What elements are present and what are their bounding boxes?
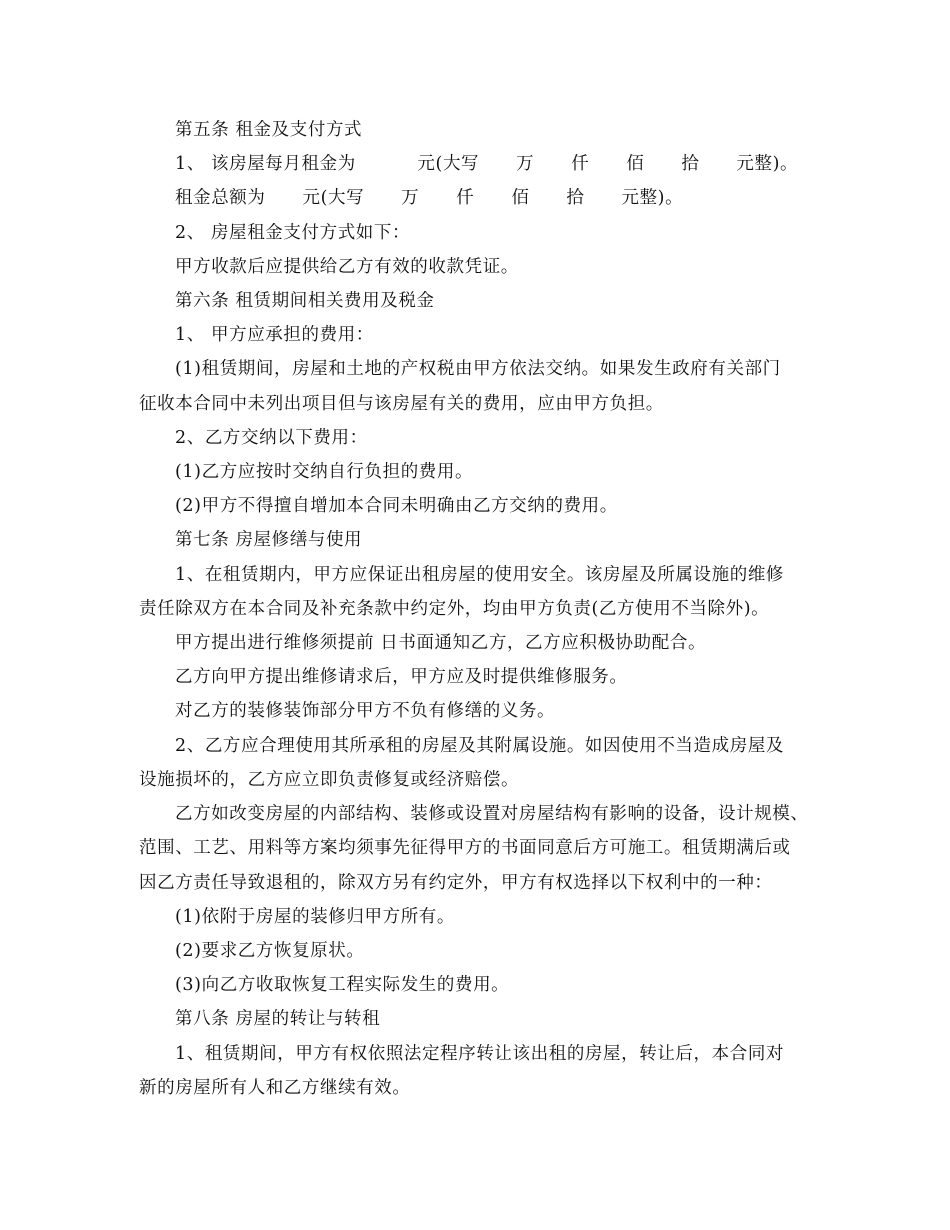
article-6-heading: 第六条 租赁期间相关费用及税金 (175, 291, 435, 311)
paragraph-line: (2)要求乙方恢复原状。 (175, 941, 365, 961)
paragraph-line: 甲方提出进行维修须提前 日书面通知乙方，乙方应积极协助配合。 (175, 633, 707, 653)
paragraph-line: 2、乙方交纳以下费用： (175, 428, 368, 448)
paragraph-line: 1、在租赁期内，甲方应保证出租房屋的使用安全。该房屋及所属设施的维修 (175, 565, 785, 585)
paragraph-line: 1、租赁期间，甲方有权依照法定程序转让该出租的房屋，转让后，本合同对 (175, 1044, 785, 1064)
paragraph-line: 2、 房屋租金支付方式如下： (175, 223, 411, 243)
article-5-heading: 第五条 租金及支付方式 (175, 120, 363, 140)
paragraph-line: 乙方如改变房屋的内部结构、装修或设置对房屋结构有影响的设备，设计规模、 (175, 804, 809, 824)
paragraph-line: 1、 甲方应承担的费用： (175, 325, 374, 345)
paragraph-line: 租金总额为 元(大写 万 仟 佰 拾 元整)。 (175, 188, 684, 208)
paragraph-line: (1)乙方应按时交纳自行负担的费用。 (175, 462, 474, 482)
paragraph-line: 征收本合同中未列出项目但与该房屋有关的费用，应由甲方负担。 (139, 394, 664, 414)
paragraph-line: 因乙方责任导致退租的，除双方另有约定外，甲方有权选择以下权利中的一种： (139, 873, 773, 893)
paragraph-line: 1、 该房屋每月租金为 元(大写 万 仟 佰 拾 元整)。 (175, 154, 799, 174)
paragraph-line: 乙方向甲方提出维修请求后，甲方应及时提供维修服务。 (175, 667, 628, 687)
paragraph-line: 设施损坏的，乙方应立即负责修复或经济赔偿。 (139, 770, 520, 790)
paragraph-line: 范围、工艺、用料等方案均须事先征得甲方的书面同意后方可施工。租赁期满后或 (139, 838, 791, 858)
paragraph-line: 2、乙方应合理使用其所承租的房屋及其附属设施。如因使用不当造成房屋及 (175, 736, 785, 756)
article-8-heading: 第八条 房屋的转让与转租 (175, 1009, 381, 1029)
paragraph-line: (1)依附于房屋的装修归甲方所有。 (175, 907, 455, 927)
paragraph-line: 新的房屋所有人和乙方继续有效。 (139, 1078, 411, 1098)
paragraph-line: 责任除双方在本合同及补充条款中约定外，均由甲方负责(乙方使用不当除外)。 (139, 599, 770, 619)
paragraph-line: (3)向乙方收取恢复工程实际发生的费用。 (175, 975, 510, 995)
paragraph-line: (1)租赁期间，房屋和土地的产权税由甲方依法交纳。如果发生政府有关部门 (175, 359, 781, 379)
paragraph-line: 对乙方的装修装饰部分甲方不负有修缮的义务。 (175, 701, 556, 721)
article-7-heading: 第七条 房屋修缮与使用 (175, 530, 363, 550)
paragraph-line: 甲方收款后应提供给乙方有效的收款凭证。 (175, 257, 519, 277)
paragraph-line: (2)甲方不得擅自增加本合同未明确由乙方交纳的费用。 (175, 496, 618, 516)
